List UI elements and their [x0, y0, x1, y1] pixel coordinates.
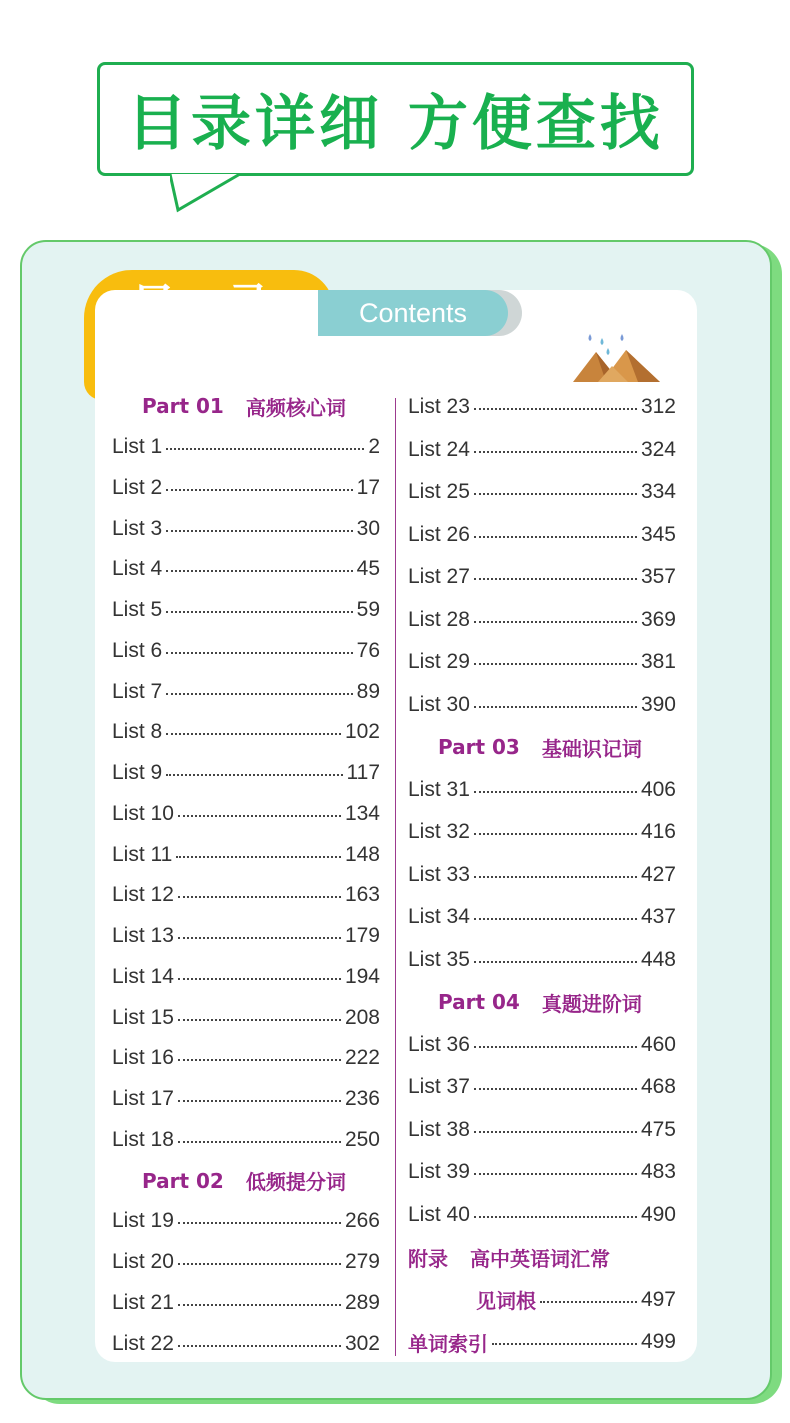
dot-leader	[474, 876, 637, 878]
entry-page: 345	[640, 522, 676, 546]
entry-label: 见词根	[476, 1289, 536, 1314]
toc-entry[interactable]	[408, 1024, 676, 1067]
entry-page: 76	[356, 638, 380, 662]
entry-label: List 3	[112, 516, 163, 540]
entry-page: 483	[640, 1160, 676, 1184]
entry-label: List 13	[112, 924, 174, 948]
entry-page: 236	[344, 1087, 380, 1111]
toc-column-right	[408, 386, 676, 1364]
entry-page: 163	[344, 883, 380, 907]
toc-entry[interactable]	[408, 641, 676, 684]
entry-page: 117	[346, 761, 380, 785]
appendix-title: 高中英语词汇常	[470, 1246, 610, 1271]
pyramid-rain-icon	[568, 330, 664, 386]
entry-page: 497	[640, 1287, 676, 1311]
entry-page: 381	[640, 650, 676, 674]
part-name: 高频核心词	[245, 395, 346, 420]
dot-leader	[474, 408, 637, 410]
dot-leader	[176, 856, 341, 858]
toc-entry[interactable]	[408, 1279, 676, 1322]
entry-page: 59	[356, 598, 380, 622]
entry-label: List 17	[112, 1087, 174, 1111]
dot-leader	[492, 1343, 637, 1345]
entry-label: List 6	[112, 638, 163, 662]
dot-leader	[474, 1046, 637, 1048]
entry-label: List 26	[408, 522, 470, 546]
entry-page: 499	[640, 1330, 676, 1354]
entry-label: List 4	[112, 557, 163, 581]
appendix-heading	[408, 1236, 676, 1279]
column-divider	[395, 398, 396, 1356]
entry-label: List 8	[112, 720, 163, 744]
entry-label: List 20	[112, 1250, 174, 1274]
dot-leader	[166, 570, 352, 572]
contents-label: Contents	[318, 290, 508, 336]
entry-page: 134	[344, 801, 380, 825]
entry-page: 390	[640, 692, 676, 716]
entry-page: 427	[640, 862, 676, 886]
toc-entry[interactable]	[112, 1201, 380, 1242]
toc-entry[interactable]	[112, 957, 380, 998]
toc-entry[interactable]	[112, 590, 380, 631]
entry-page: 148	[344, 842, 380, 866]
entry-label: List 38	[408, 1117, 470, 1141]
part-heading	[112, 1160, 380, 1201]
dot-leader	[474, 706, 637, 708]
dot-leader	[540, 1301, 637, 1303]
dot-leader	[178, 1141, 341, 1143]
entry-page: 437	[640, 905, 676, 929]
toc-entry[interactable]	[112, 1323, 380, 1364]
entry-page: 289	[344, 1290, 380, 1314]
entry-page: 194	[344, 964, 380, 988]
entry-label: List 9	[112, 761, 163, 785]
dot-leader	[166, 652, 352, 654]
dot-leader	[474, 663, 637, 665]
entry-page: 2	[368, 435, 380, 459]
entry-page: 490	[640, 1202, 676, 1226]
entry-label: List 19	[112, 1209, 174, 1233]
toc-entry[interactable]	[408, 1151, 676, 1194]
dot-leader	[474, 1173, 637, 1175]
entry-page: 312	[640, 395, 676, 419]
dot-leader	[474, 621, 637, 623]
entry-page: 448	[640, 947, 676, 971]
toc-entry[interactable]	[408, 1066, 676, 1109]
entry-label: List 23	[408, 395, 470, 419]
entry-page: 45	[356, 557, 380, 581]
toc-entry[interactable]	[112, 549, 380, 590]
entry-label: 单词索引	[408, 1331, 488, 1356]
dot-leader	[178, 1345, 341, 1347]
dot-leader	[166, 448, 364, 450]
toc-entry[interactable]	[112, 671, 380, 712]
entry-label: List 12	[112, 883, 174, 907]
entry-page: 369	[640, 607, 676, 631]
toc-entry[interactable]	[112, 712, 380, 753]
toc-entry[interactable]	[112, 834, 380, 875]
entry-page: 475	[640, 1117, 676, 1141]
entry-label: List 21	[112, 1290, 174, 1314]
part-name: 基础识记词	[541, 736, 642, 761]
dot-leader	[166, 611, 352, 613]
dot-leader	[474, 536, 637, 538]
entry-label: List 18	[112, 1127, 174, 1151]
entry-label: List 29	[408, 650, 470, 674]
part-heading	[408, 726, 676, 769]
dot-leader	[474, 833, 637, 835]
headline-text: 目录详细 方便查找	[127, 89, 664, 159]
entry-page: 17	[356, 475, 380, 499]
dot-leader	[166, 774, 342, 776]
entry-page: 357	[640, 565, 676, 589]
dot-leader	[474, 1131, 637, 1133]
toc-entry[interactable]	[112, 997, 380, 1038]
entry-label: List 5	[112, 598, 163, 622]
toc-title: 目 录	[131, 280, 289, 331]
part-heading	[408, 981, 676, 1024]
entry-label: List 1	[112, 435, 163, 459]
toc-entry[interactable]	[112, 916, 380, 957]
toc-entry[interactable]	[408, 769, 676, 812]
appendix-label: 附录	[408, 1246, 448, 1271]
entry-page: 89	[356, 679, 380, 703]
entry-label: List 7	[112, 679, 163, 703]
dot-leader	[178, 1019, 341, 1021]
dot-leader	[178, 1263, 341, 1265]
entry-page: 179	[344, 924, 380, 948]
dot-leader	[178, 1100, 341, 1102]
toc-entry[interactable]	[112, 1079, 380, 1120]
toc-entry[interactable]	[112, 1242, 380, 1283]
entry-page: 30	[356, 516, 380, 540]
toc-entry[interactable]	[408, 599, 676, 642]
entry-label: List 34	[408, 905, 470, 929]
part-name: 真题进阶词	[541, 991, 642, 1016]
entry-label: List 25	[408, 480, 470, 504]
entry-label: List 11	[112, 842, 173, 866]
toc-column-left	[112, 386, 380, 1364]
toc-entry[interactable]	[408, 896, 676, 939]
entry-label: List 36	[408, 1032, 470, 1056]
toc-entry[interactable]	[408, 429, 676, 472]
toc-entry[interactable]	[112, 508, 380, 549]
part-number: Part 04	[438, 990, 520, 1015]
entry-label: List 24	[408, 437, 470, 461]
entry-page: 334	[640, 480, 676, 504]
dot-leader	[166, 489, 352, 491]
entry-label: List 30	[408, 692, 470, 716]
toc-entry[interactable]	[408, 854, 676, 897]
dot-leader	[178, 1059, 341, 1061]
part-number: Part 02	[142, 1168, 224, 1193]
toc-entry[interactable]	[112, 1120, 380, 1161]
part-heading	[112, 386, 380, 427]
toc-entry[interactable]	[408, 684, 676, 727]
dot-leader	[474, 578, 637, 580]
toc-entry[interactable]	[112, 753, 380, 794]
toc-entry[interactable]	[112, 1283, 380, 1324]
dot-leader	[178, 937, 341, 939]
entry-label: List 31	[408, 777, 470, 801]
toc-entry[interactable]	[408, 386, 676, 429]
entry-label: List 35	[408, 947, 470, 971]
entry-page: 416	[640, 820, 676, 844]
dot-leader	[178, 896, 341, 898]
entry-label: List 14	[112, 964, 174, 988]
entry-page: 266	[344, 1209, 380, 1233]
entry-label: List 22	[112, 1331, 174, 1355]
entry-label: List 16	[112, 1046, 174, 1070]
entry-page: 222	[344, 1046, 380, 1070]
entry-label: List 39	[408, 1160, 470, 1184]
toc-entry[interactable]	[112, 468, 380, 509]
part-number: Part 03	[438, 735, 520, 760]
dot-leader	[178, 978, 341, 980]
entry-label: List 15	[112, 1005, 174, 1029]
toc-entry[interactable]	[408, 1109, 676, 1152]
entry-page: 208	[344, 1005, 380, 1029]
dot-leader	[474, 961, 637, 963]
toc-entry[interactable]	[408, 1321, 676, 1364]
dot-leader	[166, 693, 352, 695]
entry-page: 250	[344, 1127, 380, 1151]
entry-page: 279	[344, 1250, 380, 1274]
entry-page: 468	[640, 1075, 676, 1099]
entry-label: List 28	[408, 607, 470, 631]
entry-page: 460	[640, 1032, 676, 1056]
toc-entry[interactable]	[408, 556, 676, 599]
dot-leader	[474, 1088, 637, 1090]
toc-entry[interactable]	[112, 875, 380, 916]
dot-leader	[178, 815, 341, 817]
dot-leader	[474, 791, 637, 793]
toc-entry[interactable]	[408, 1194, 676, 1237]
entry-label: List 27	[408, 565, 470, 589]
toc-entry[interactable]	[408, 811, 676, 854]
toc-entry[interactable]	[408, 471, 676, 514]
part-name: 低频提分词	[245, 1170, 346, 1195]
toc-entry[interactable]	[408, 514, 676, 557]
dot-leader	[474, 493, 637, 495]
entry-label: List 10	[112, 801, 174, 825]
entry-label: List 32	[408, 820, 470, 844]
entry-label: List 37	[408, 1075, 470, 1099]
dot-leader	[178, 1304, 341, 1306]
toc-entry[interactable]	[112, 427, 380, 468]
toc-entry[interactable]	[112, 1038, 380, 1079]
dot-leader	[474, 1216, 637, 1218]
part-number: Part 01	[142, 394, 224, 419]
entry-page: 102	[344, 720, 380, 744]
entry-label: List 2	[112, 475, 163, 499]
speech-bubble-tail-icon	[170, 174, 250, 214]
entry-page: 406	[640, 777, 676, 801]
entry-page: 324	[640, 437, 676, 461]
entry-label: List 33	[408, 862, 470, 886]
entry-page: 302	[344, 1331, 380, 1355]
headline-banner	[97, 62, 694, 176]
toc-entry[interactable]	[112, 631, 380, 672]
toc-entry[interactable]	[112, 794, 380, 835]
dot-leader	[474, 451, 637, 453]
dot-leader	[166, 530, 352, 532]
entry-label: List 40	[408, 1202, 470, 1226]
toc-entry[interactable]	[408, 939, 676, 982]
dot-leader	[178, 1222, 341, 1224]
dot-leader	[474, 918, 637, 920]
dot-leader	[166, 733, 341, 735]
